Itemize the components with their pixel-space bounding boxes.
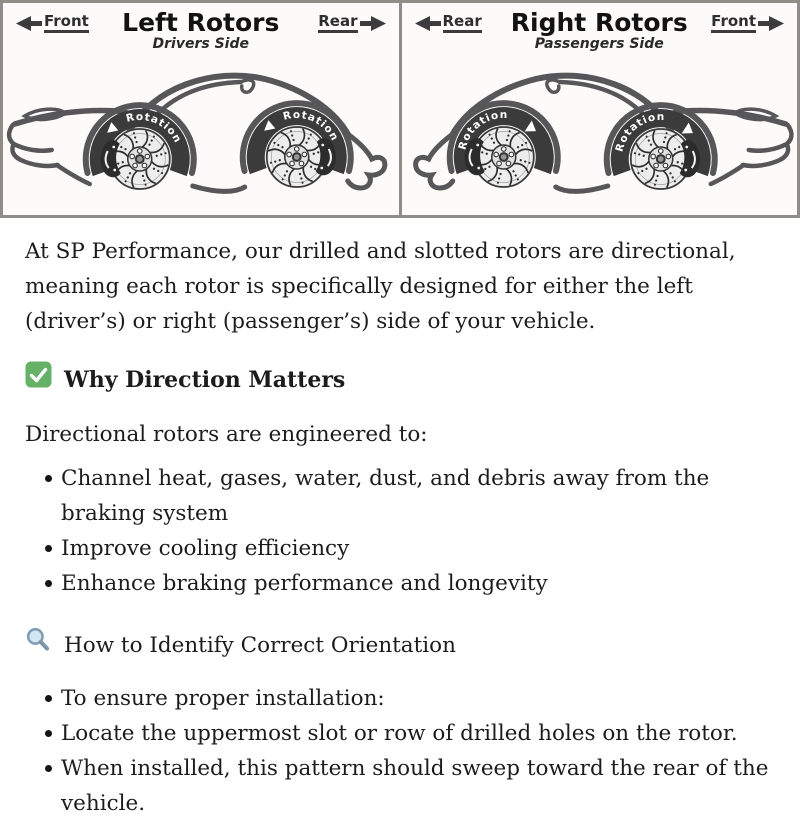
right-arrow-icon — [360, 16, 386, 31]
heading-text: How to Identify Correct Orientation — [64, 633, 456, 658]
front-label: Front — [711, 13, 756, 33]
right-panel-header — [402, 10, 798, 62]
engineered-intro: Directional rotors are engineered to: — [25, 422, 428, 447]
magnifying-glass-icon — [25, 627, 52, 665]
left-arrow-icon — [16, 16, 42, 31]
intro-line: meaning each rotor is specifically designed for either the left — [25, 274, 693, 299]
left-panel-titles — [122, 10, 279, 52]
rear-label: Rear — [318, 13, 357, 33]
left-panel-header — [3, 10, 399, 62]
left-arrow-icon — [415, 16, 441, 31]
right-panel-titles — [511, 10, 688, 52]
rotor-direction-diagram — [0, 0, 800, 218]
panel-subtitle: Drivers Side — [152, 36, 249, 52]
panel-title: Right Rotors — [510, 8, 688, 37]
intro-paragraph — [25, 234, 772, 339]
step-item: When installed, this pattern should sweep toward the rear of the vehicle. — [25, 751, 772, 821]
front-label: Front — [44, 13, 89, 33]
rear-label: Rear — [443, 13, 482, 33]
check-mark-icon — [25, 361, 52, 398]
right-car-illustration — [402, 59, 798, 211]
rotation-label: Rotation — [455, 109, 508, 152]
rotation-label: Rotation — [612, 111, 665, 154]
intro-line: At SP Performance, our drilled and slotted rotors are directional, — [25, 239, 736, 264]
why-direction-heading — [25, 361, 772, 398]
benefits-list — [25, 461, 772, 601]
benefit-item: Enhance braking performance and longevity — [25, 566, 772, 601]
benefit-item: Improve cooling efficiency — [25, 531, 772, 566]
front-direction-right — [711, 13, 784, 33]
rotation-label: Rotation — [281, 108, 341, 144]
right-arrow-icon — [758, 16, 784, 31]
front-direction-left — [16, 13, 89, 33]
step-item: Locate the uppermost slot or row of drilled holes on the rotor. — [25, 716, 772, 751]
rotation-label: Rotation — [124, 110, 184, 146]
rear-direction-left — [318, 13, 385, 33]
steps-list — [25, 681, 772, 821]
right-rotors-panel — [402, 3, 798, 215]
rear-direction-right — [415, 13, 482, 33]
intro-line: (driver’s) or right (passenger’s) side of your vehicle. — [25, 309, 596, 334]
benefit-item: Channel heat, gases, water, dust, and debris away from the braking system — [25, 461, 772, 531]
heading-text: Why Direction Matters — [64, 366, 346, 393]
step-item: To ensure proper installation: — [25, 681, 772, 716]
left-car-illustration — [3, 59, 399, 211]
left-rotors-panel — [3, 3, 402, 215]
identify-heading — [25, 627, 772, 665]
panel-subtitle: Passengers Side — [534, 36, 664, 52]
article-content — [0, 218, 800, 821]
panel-title: Left Rotors — [122, 8, 280, 37]
